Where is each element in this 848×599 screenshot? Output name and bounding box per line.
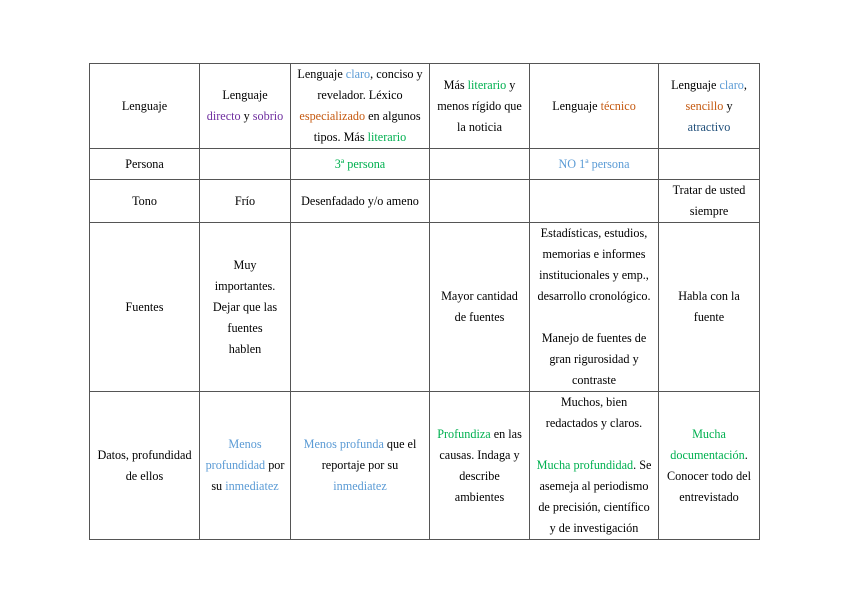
cell-tono-2 (291, 180, 430, 223)
cell-paragraph: Muchos, bien redactados y claros. (545, 395, 643, 430)
highlight-claro: claro (345, 67, 371, 81)
row-lenguaje (90, 64, 760, 149)
text-segment: Lenguaje (552, 98, 601, 113)
cell-text: Muy importantes. Dejar que las fuentes hablen (212, 257, 278, 356)
highlight-mucha-profundidad: Mucha profundidad (536, 458, 634, 472)
cell-tono-5 (659, 180, 760, 223)
row-tono (90, 180, 760, 223)
cell-persona-5 (659, 149, 760, 180)
text-segment: y menos rígido que la noticia (437, 77, 522, 134)
highlight-menos-profundidad: Menos profundidad (205, 437, 266, 472)
cell-fuentes-5 (659, 223, 760, 392)
cell-paragraph: Estadísticas, estudios, memorias e informes institucionales y emp., desarrollo cronológico. (537, 226, 651, 303)
text-segment: que el reportaje por su (321, 437, 417, 472)
highlight-profundiza: Profundiza (437, 426, 491, 441)
highlight-inmediatez: inmediatez (333, 479, 387, 493)
text-segment: en las causas. Indaga y describe ambientes (439, 426, 522, 504)
cell-persona-1 (200, 149, 291, 180)
row-label-datos (90, 392, 200, 540)
cell-text: Frío (234, 193, 256, 208)
cell-lenguaje-2 (291, 64, 430, 149)
paragraph-gap (535, 307, 653, 328)
cell-datos-1 (200, 392, 291, 540)
cell-text: Tratar de usted siempre (672, 183, 746, 218)
cell-fuentes-4 (530, 223, 659, 392)
text-segment: . Se asemeja al periodismo de precisión, científico y de investigación (538, 458, 652, 535)
highlight-sencillo: sencillo (685, 98, 724, 113)
cell-text: Habla con la fuente (678, 289, 740, 324)
row-label-lenguaje (90, 64, 200, 149)
text-segment: . Conocer todo del entrevistado (667, 447, 751, 504)
cell-lenguaje-3 (430, 64, 530, 149)
cell-persona-4 (530, 149, 659, 180)
cell-lenguaje-4 (530, 64, 659, 149)
label-text: Fuentes (125, 299, 164, 314)
cell-datos-3 (430, 392, 530, 540)
cell-fuentes-2 (291, 223, 430, 392)
row-fuentes (90, 223, 760, 392)
highlight-tercera-persona: 3ª persona (334, 156, 386, 171)
text-segment: , (743, 77, 747, 92)
cell-persona-3 (430, 149, 530, 180)
cell-datos-2 (291, 392, 430, 540)
highlight-especializado: especializado (299, 109, 366, 123)
cell-lenguaje-5 (659, 64, 760, 149)
highlight-claro: claro (719, 77, 744, 92)
label-text: Datos, profundidad de ellos (97, 447, 192, 483)
highlight-literario: literario (367, 130, 407, 144)
row-datos (90, 392, 760, 540)
label-text: Persona (125, 156, 164, 171)
highlight-inmediatez: inmediatez (225, 479, 279, 493)
cell-persona-2 (291, 149, 430, 180)
highlight-no-primera-persona: NO 1ª persona (558, 156, 630, 171)
cell-datos-5 (659, 392, 760, 540)
highlight-literario: literario (467, 77, 507, 92)
paragraph-gap (535, 434, 653, 455)
cell-fuentes-3 (430, 223, 530, 392)
highlight-atractivo: atractivo (687, 119, 731, 134)
row-label-tono (90, 180, 200, 223)
text-segment: y (723, 98, 733, 113)
cell-text: Desenfadado y/o ameno (301, 193, 419, 208)
text-segment: Más (443, 77, 468, 92)
row-label-persona (90, 149, 200, 180)
cell-fuentes-1 (200, 223, 291, 392)
text-segment: y (240, 109, 253, 123)
label-text: Tono (132, 193, 157, 208)
highlight-tecnico: técnico (600, 98, 636, 113)
cell-datos-4 (530, 392, 659, 540)
highlight-menos-profunda: Menos profunda (303, 437, 384, 451)
text-segment: Lenguaje (297, 67, 346, 81)
highlight-sobrio: sobrio (252, 109, 284, 123)
cell-tono-3 (430, 180, 530, 223)
text-segment: en algunos tipos. Más (313, 109, 421, 144)
row-persona (90, 149, 760, 180)
cell-tono-1 (200, 180, 291, 223)
text-segment: Lenguaje (222, 88, 268, 102)
comparison-table (89, 63, 760, 540)
highlight-directo: directo (206, 109, 241, 123)
cell-lenguaje-1 (200, 64, 291, 149)
text-segment: , conciso y revelador. Léxico (317, 67, 423, 102)
cell-text: Mayor cantidad de fuentes (441, 289, 518, 324)
text-segment: por su (211, 458, 285, 493)
highlight-mucha-documentacion: Mucha documentación (670, 426, 745, 462)
cell-tono-4 (530, 180, 659, 223)
row-label-fuentes (90, 223, 200, 392)
label-text: Lenguaje (121, 98, 168, 113)
text-segment: Lenguaje (671, 77, 720, 92)
cell-paragraph: Manejo de fuentes de gran rigurosidad y contraste (541, 331, 647, 387)
